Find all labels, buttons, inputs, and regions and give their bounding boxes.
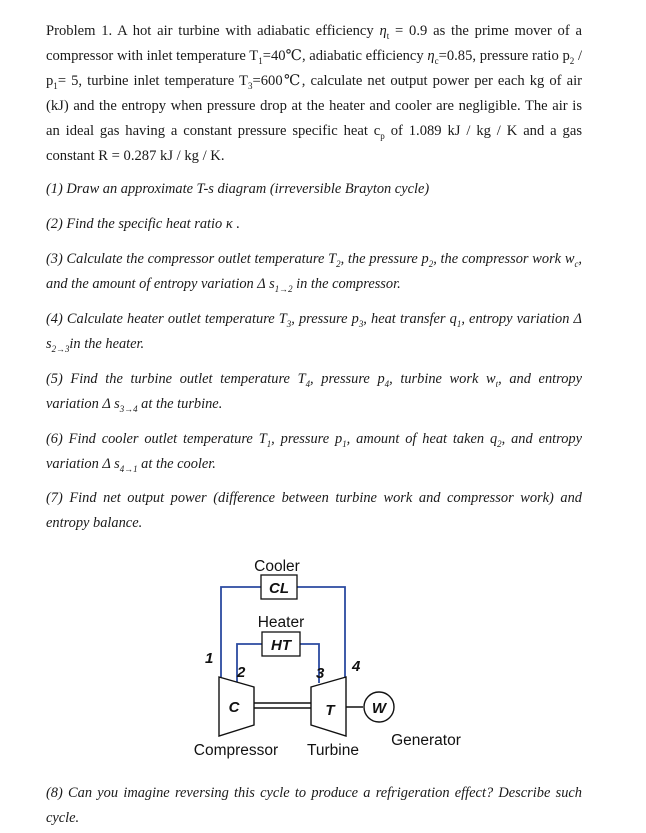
q6-t1-subscript: 1 (266, 438, 272, 449)
eta-t-symbol: η (379, 23, 387, 39)
q4-text-e: in the heater. (69, 336, 145, 352)
question-8: (8) Can you imagine reversing this cycle to produce a refrigeration effect? Describe such cycle. (46, 785, 582, 826)
q3-text-a: (3) Calculate the compressor outlet temperature T (46, 251, 337, 267)
question-3 (46, 247, 582, 297)
generator-symbol: W (371, 700, 387, 717)
q6-text-c: , amount of heat taken q (346, 431, 498, 447)
question-6 (46, 427, 582, 477)
q6-text-d: , and entropy variation Δ s (46, 431, 582, 472)
problem-text-a: A hot air turbine with adiabatic efficiency (112, 23, 380, 39)
eta-c-subscript: c (434, 55, 439, 66)
p1-subscript: 1 (53, 80, 58, 91)
q4-text-c: , heat transfer q (363, 311, 457, 327)
q6-p1-subscript: 1 (342, 438, 347, 449)
problem-label: Problem 1. (46, 23, 113, 39)
q3-wc-subscript: c (574, 258, 579, 269)
q4-p3-subscript: 3 (358, 318, 364, 329)
q5-t4-subscript: 4 (305, 378, 311, 389)
turbine-symbol: T (325, 702, 335, 719)
q4-t3-subscript: 3 (286, 318, 292, 329)
q3-text-e: in the compressor. (292, 276, 401, 292)
brayton-cycle-diagram (0, 548, 646, 768)
q5-text-d: , and entropy variation Δ s (46, 371, 582, 412)
heater-box-label: HT (271, 637, 291, 654)
q3-s-subscript: 1→2 (274, 283, 293, 294)
q3-text-c: , the compressor work w (433, 251, 575, 267)
q5-s-subscript: 3→4 (119, 403, 138, 414)
heater-label: Heater (257, 614, 305, 631)
question-2: (2) Find the specific heat ratio κ . (46, 216, 240, 232)
cooler-label: Cooler (254, 558, 300, 575)
problem-text-c: =40℃, adiabatic efficiency (262, 48, 428, 64)
question-1: (1) Draw an approximate T-s diagram (irreversible Brayton cycle) (46, 181, 430, 197)
q5-p4-subscript: 4 (384, 378, 390, 389)
q6-text-a: (6) Find cooler outlet temperature T (46, 431, 267, 447)
q4-q1-subscript: 1 (456, 318, 462, 329)
eta-c-symbol: η (427, 48, 435, 64)
problem-statement (46, 19, 582, 169)
question-5 (46, 367, 582, 417)
state-point-3: 3 (316, 665, 325, 682)
eta-t-subscript: t (386, 30, 390, 41)
t3-subscript: 3 (247, 80, 253, 91)
t1-subscript: 1 (258, 55, 263, 66)
generator-label: Generator (391, 732, 461, 749)
compressor-symbol: C (228, 699, 240, 716)
q6-text-e: at the cooler. (137, 456, 216, 472)
problem-text-b: = 0.9 as the prime mover of a compressor with inlet temperature T (46, 23, 582, 64)
q5-text-e: at the turbine. (137, 396, 223, 412)
q3-t2-subscript: 2 (336, 258, 341, 269)
q5-text-c: , turbine work w (389, 371, 496, 387)
problem-text-h: of 1.089 kJ / kg / K and a gas constant R = 0.287 kJ / kg / K. (46, 123, 582, 164)
question-7: (7) Find net output power (difference between turbine work and compressor work) and entropy balance. (46, 490, 582, 531)
state-point-4: 4 (352, 658, 361, 675)
cooler-box-label: CL (269, 580, 289, 597)
problem-text-g: =600℃, calculate net output power per each kg of air (kJ) and the entropy when pressure drop at the heater and cooler are negligible. The air is an ideal gas having a constant pressure specific heat c (46, 73, 582, 139)
q6-text-b: , pressure p (271, 431, 343, 447)
q6-q2-subscript: 2 (497, 438, 502, 449)
q3-text-d: , and the amount of entropy variation Δ s (46, 251, 582, 292)
q5-text-b: , pressure p (310, 371, 385, 387)
q6-s-subscript: 4→1 (119, 463, 138, 474)
state-point-2: 2 (237, 664, 246, 681)
q4-text-d: , entropy variation Δ s (46, 311, 582, 352)
q3-text-b: , the pressure p (340, 251, 429, 267)
q4-text-a: (4) Calculate heater outlet temperature T (46, 311, 287, 327)
cp-subscript: p (380, 130, 385, 141)
problem-text-e: / p (46, 48, 583, 89)
q5-text-a: (5) Find the turbine outlet temperature T (46, 371, 306, 387)
q3-p2-subscript: 2 (428, 258, 434, 269)
p2-subscript: 2 (569, 55, 575, 66)
problem-text-d: =0.85, pressure ratio p (438, 48, 570, 64)
question-4 (46, 307, 582, 357)
turbine-label: Turbine (307, 742, 359, 759)
q5-wt-subscript: t (495, 378, 499, 389)
problem-text-f: = 5, turbine inlet temperature T (57, 73, 248, 89)
compressor-label: Compressor (193, 742, 279, 759)
q4-s-subscript: 2→3 (51, 343, 70, 354)
state-point-1: 1 (205, 650, 214, 667)
q4-text-b: , pressure p (291, 311, 359, 327)
